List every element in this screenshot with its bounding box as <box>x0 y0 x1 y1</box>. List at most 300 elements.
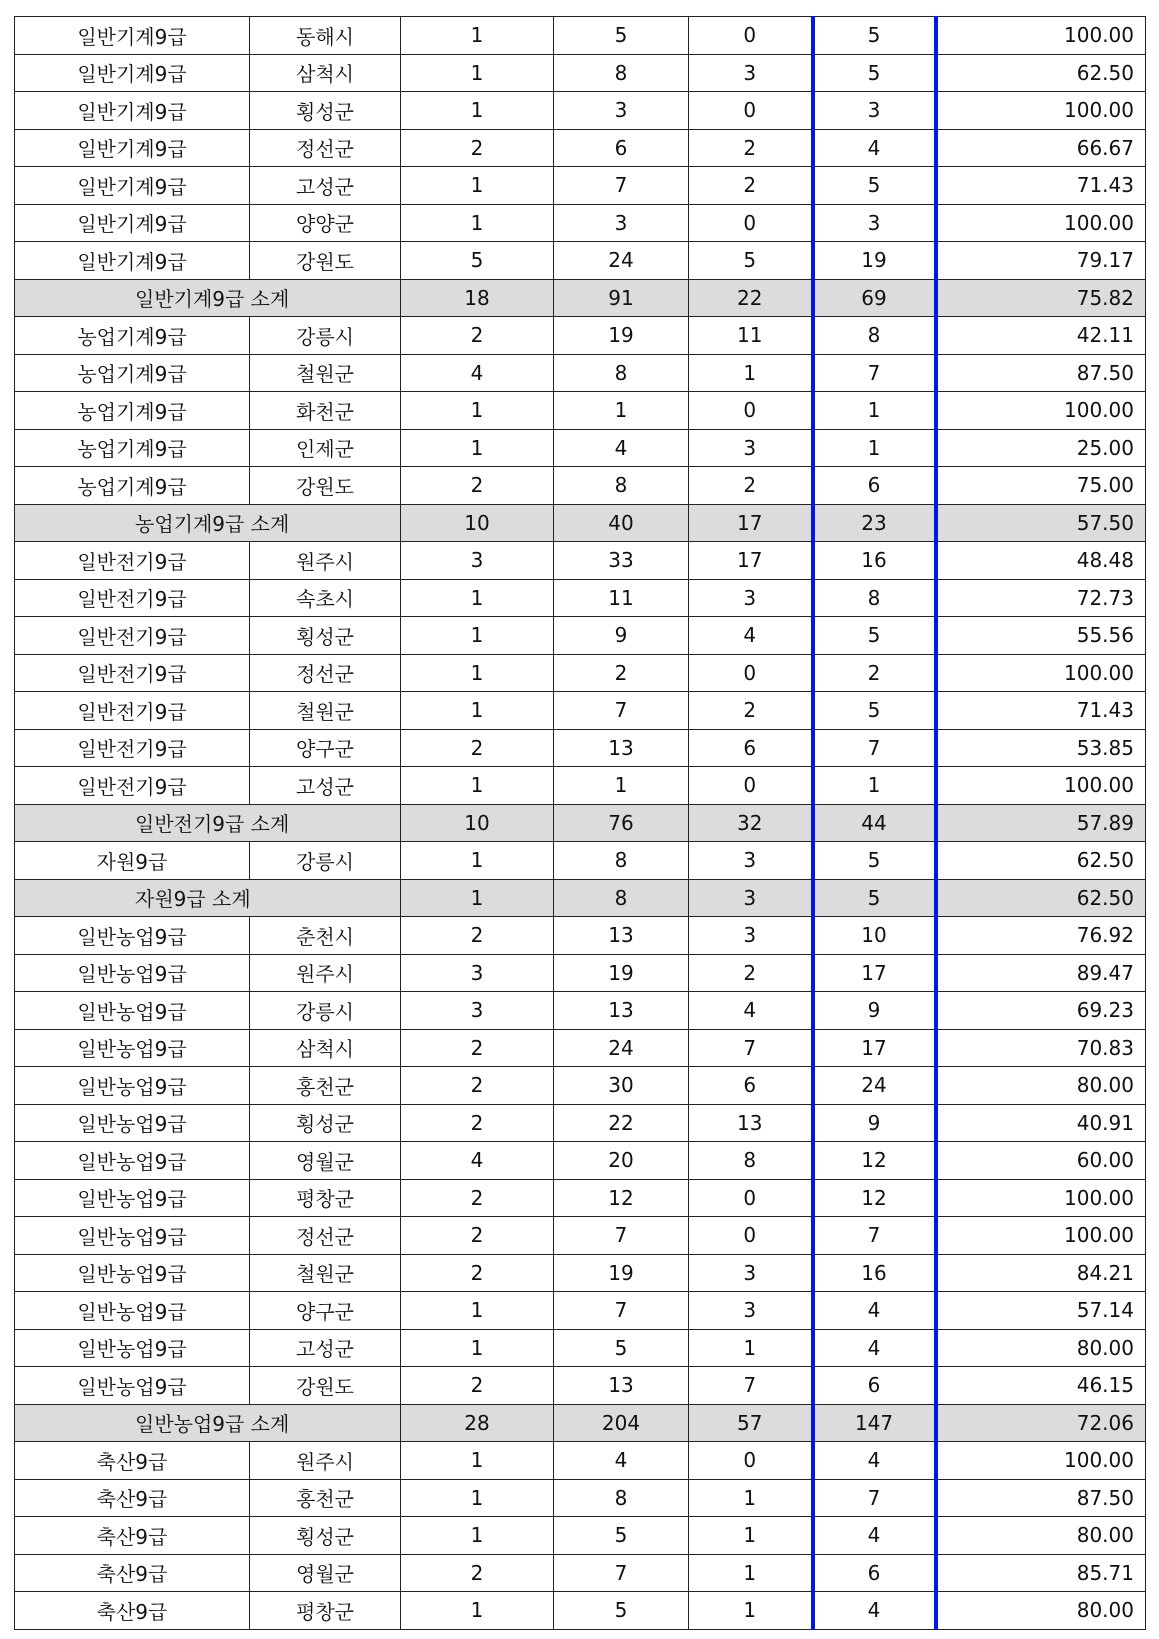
rate-cell: 75.82 <box>936 279 1146 317</box>
region-cell: 강릉시 <box>250 842 401 880</box>
rate-cell: 100.00 <box>936 392 1146 430</box>
rate-cell: 80.00 <box>936 1067 1146 1105</box>
value-cell-1: 1 <box>401 167 554 205</box>
value-cell-2: 40 <box>554 504 689 542</box>
value-cell-3: 2 <box>689 467 813 505</box>
value-cell-4: 16 <box>813 542 936 580</box>
rate-cell: 100.00 <box>936 1217 1146 1255</box>
value-cell-2: 19 <box>554 1254 689 1292</box>
value-cell-3: 6 <box>689 729 813 767</box>
value-cell-3: 1 <box>689 1554 813 1592</box>
job-category-cell: 농업기계9급 <box>15 317 250 355</box>
value-cell-1: 1 <box>401 692 554 730</box>
region-cell: 강원도 <box>250 467 401 505</box>
rate-cell: 57.89 <box>936 804 1146 842</box>
table-row <box>15 1067 1146 1105</box>
job-category-cell: 축산9급 <box>15 1442 250 1480</box>
region-cell: 철원군 <box>250 354 401 392</box>
table-row <box>15 1592 1146 1630</box>
rate-cell: 57.14 <box>936 1292 1146 1330</box>
value-cell-4: 17 <box>813 954 936 992</box>
region-cell: 정선군 <box>250 654 401 692</box>
value-cell-4: 6 <box>813 1554 936 1592</box>
value-cell-2: 1 <box>554 767 689 805</box>
rate-cell: 100.00 <box>936 767 1146 805</box>
rate-cell: 62.50 <box>936 842 1146 880</box>
subtotal-label: 일반전기9급 소계 <box>15 804 401 842</box>
value-cell-3: 0 <box>689 92 813 130</box>
value-cell-1: 1 <box>401 1292 554 1330</box>
table-row <box>15 1554 1146 1592</box>
subtotal-label: 자원9급 소계 <box>15 879 401 917</box>
rate-cell: 75.00 <box>936 467 1146 505</box>
job-category-cell: 일반농업9급 <box>15 1292 250 1330</box>
region-cell: 강원도 <box>250 1367 401 1405</box>
value-cell-2: 33 <box>554 542 689 580</box>
value-cell-3: 4 <box>689 992 813 1030</box>
value-cell-1: 2 <box>401 917 554 955</box>
value-cell-2: 2 <box>554 654 689 692</box>
value-cell-2: 7 <box>554 692 689 730</box>
value-cell-2: 5 <box>554 17 689 55</box>
table-row <box>15 167 1146 205</box>
value-cell-3: 0 <box>689 392 813 430</box>
value-cell-4: 24 <box>813 1067 936 1105</box>
value-cell-1: 1 <box>401 204 554 242</box>
value-cell-4: 1 <box>813 392 936 430</box>
table-row <box>15 129 1146 167</box>
region-cell: 홍천군 <box>250 1479 401 1517</box>
value-cell-3: 22 <box>689 279 813 317</box>
value-cell-4: 7 <box>813 1479 936 1517</box>
rate-cell: 80.00 <box>936 1329 1146 1367</box>
value-cell-1: 1 <box>401 429 554 467</box>
value-cell-1: 1 <box>401 654 554 692</box>
region-cell: 횡성군 <box>250 617 401 655</box>
job-category-cell: 일반전기9급 <box>15 692 250 730</box>
value-cell-2: 5 <box>554 1517 689 1555</box>
region-cell: 고성군 <box>250 1329 401 1367</box>
job-category-cell: 일반기계9급 <box>15 54 250 92</box>
value-cell-4: 19 <box>813 242 936 280</box>
region-cell: 횡성군 <box>250 1517 401 1555</box>
value-cell-4: 7 <box>813 729 936 767</box>
table-row <box>15 429 1146 467</box>
rate-cell: 100.00 <box>936 654 1146 692</box>
region-cell: 고성군 <box>250 167 401 205</box>
subtotal-row <box>15 504 1146 542</box>
job-category-cell: 일반전기9급 <box>15 579 250 617</box>
value-cell-2: 8 <box>554 1479 689 1517</box>
value-cell-2: 13 <box>554 1367 689 1405</box>
value-cell-2: 8 <box>554 879 689 917</box>
job-category-cell: 일반전기9급 <box>15 617 250 655</box>
value-cell-1: 1 <box>401 54 554 92</box>
value-cell-2: 19 <box>554 317 689 355</box>
value-cell-1: 1 <box>401 1442 554 1480</box>
region-cell: 속초시 <box>250 579 401 617</box>
job-category-cell: 일반농업9급 <box>15 1067 250 1105</box>
subtotal-label: 일반기계9급 소계 <box>15 279 401 317</box>
rate-cell: 69.23 <box>936 992 1146 1030</box>
region-cell: 고성군 <box>250 767 401 805</box>
value-cell-4: 6 <box>813 467 936 505</box>
value-cell-1: 1 <box>401 1329 554 1367</box>
value-cell-1: 1 <box>401 579 554 617</box>
value-cell-1: 2 <box>401 1217 554 1255</box>
rate-cell: 66.67 <box>936 129 1146 167</box>
value-cell-2: 7 <box>554 1292 689 1330</box>
value-cell-4: 1 <box>813 429 936 467</box>
value-cell-3: 3 <box>689 429 813 467</box>
table-row <box>15 1142 1146 1180</box>
rate-cell: 87.50 <box>936 1479 1146 1517</box>
value-cell-1: 1 <box>401 1517 554 1555</box>
value-cell-4: 5 <box>813 54 936 92</box>
value-cell-3: 0 <box>689 17 813 55</box>
value-cell-4: 9 <box>813 1104 936 1142</box>
region-cell: 춘천시 <box>250 917 401 955</box>
table-body <box>15 17 1146 1630</box>
value-cell-1: 10 <box>401 804 554 842</box>
rate-cell: 62.50 <box>936 54 1146 92</box>
value-cell-2: 7 <box>554 1217 689 1255</box>
value-cell-4: 4 <box>813 1592 936 1630</box>
table-row <box>15 92 1146 130</box>
value-cell-3: 2 <box>689 129 813 167</box>
rate-cell: 100.00 <box>936 204 1146 242</box>
value-cell-3: 1 <box>689 354 813 392</box>
value-cell-1: 1 <box>401 1479 554 1517</box>
region-cell: 삼척시 <box>250 1029 401 1067</box>
value-cell-2: 1 <box>554 392 689 430</box>
rate-cell: 25.00 <box>936 429 1146 467</box>
job-category-cell: 일반농업9급 <box>15 1104 250 1142</box>
table-row <box>15 542 1146 580</box>
job-category-cell: 일반농업9급 <box>15 1329 250 1367</box>
rate-cell: 76.92 <box>936 917 1146 955</box>
region-cell: 화천군 <box>250 392 401 430</box>
table-row <box>15 692 1146 730</box>
rate-cell: 71.43 <box>936 167 1146 205</box>
region-cell: 평창군 <box>250 1179 401 1217</box>
value-cell-3: 13 <box>689 1104 813 1142</box>
value-cell-2: 8 <box>554 842 689 880</box>
table-row <box>15 204 1146 242</box>
job-category-cell: 일반농업9급 <box>15 992 250 1030</box>
value-cell-1: 3 <box>401 542 554 580</box>
table-row <box>15 54 1146 92</box>
table-row <box>15 1029 1146 1067</box>
rate-cell: 72.73 <box>936 579 1146 617</box>
value-cell-4: 5 <box>813 692 936 730</box>
value-cell-1: 4 <box>401 1142 554 1180</box>
value-cell-4: 9 <box>813 992 936 1030</box>
job-category-cell: 농업기계9급 <box>15 354 250 392</box>
value-cell-4: 10 <box>813 917 936 955</box>
value-cell-2: 8 <box>554 354 689 392</box>
value-cell-2: 12 <box>554 1179 689 1217</box>
region-cell: 강릉시 <box>250 992 401 1030</box>
value-cell-2: 22 <box>554 1104 689 1142</box>
value-cell-4: 4 <box>813 1292 936 1330</box>
value-cell-1: 1 <box>401 392 554 430</box>
value-cell-1: 2 <box>401 1179 554 1217</box>
region-cell: 인제군 <box>250 429 401 467</box>
table-row <box>15 1217 1146 1255</box>
value-cell-4: 4 <box>813 1329 936 1367</box>
job-category-cell: 일반기계9급 <box>15 242 250 280</box>
table-row <box>15 842 1146 880</box>
value-cell-4: 7 <box>813 1217 936 1255</box>
value-cell-2: 5 <box>554 1329 689 1367</box>
value-cell-4: 2 <box>813 654 936 692</box>
value-cell-3: 2 <box>689 692 813 730</box>
value-cell-3: 3 <box>689 54 813 92</box>
value-cell-4: 4 <box>813 1442 936 1480</box>
value-cell-3: 3 <box>689 842 813 880</box>
value-cell-1: 1 <box>401 617 554 655</box>
value-cell-3: 0 <box>689 1217 813 1255</box>
value-cell-1: 2 <box>401 1254 554 1292</box>
value-cell-3: 6 <box>689 1067 813 1105</box>
value-cell-3: 32 <box>689 804 813 842</box>
value-cell-3: 7 <box>689 1029 813 1067</box>
value-cell-3: 8 <box>689 1142 813 1180</box>
job-category-cell: 일반농업9급 <box>15 954 250 992</box>
value-cell-4: 3 <box>813 204 936 242</box>
value-cell-2: 7 <box>554 1554 689 1592</box>
rate-cell: 87.50 <box>936 354 1146 392</box>
value-cell-1: 1 <box>401 842 554 880</box>
value-cell-2: 13 <box>554 992 689 1030</box>
value-cell-3: 0 <box>689 204 813 242</box>
region-cell: 홍천군 <box>250 1067 401 1105</box>
value-cell-1: 1 <box>401 17 554 55</box>
value-cell-3: 0 <box>689 1442 813 1480</box>
table-row <box>15 654 1146 692</box>
value-cell-2: 30 <box>554 1067 689 1105</box>
value-cell-2: 24 <box>554 1029 689 1067</box>
value-cell-2: 3 <box>554 204 689 242</box>
value-cell-1: 2 <box>401 1067 554 1105</box>
value-cell-3: 17 <box>689 542 813 580</box>
table-row <box>15 1442 1146 1480</box>
value-cell-2: 13 <box>554 917 689 955</box>
value-cell-3: 2 <box>689 954 813 992</box>
rate-cell: 46.15 <box>936 1367 1146 1405</box>
rate-cell: 100.00 <box>936 1179 1146 1217</box>
value-cell-2: 7 <box>554 167 689 205</box>
subtotal-row <box>15 279 1146 317</box>
value-cell-2: 4 <box>554 1442 689 1480</box>
value-cell-2: 5 <box>554 1592 689 1630</box>
value-cell-2: 13 <box>554 729 689 767</box>
job-category-cell: 일반기계9급 <box>15 204 250 242</box>
table-row <box>15 317 1146 355</box>
table-row <box>15 17 1146 55</box>
rate-cell: 100.00 <box>936 92 1146 130</box>
job-category-cell: 일반농업9급 <box>15 1254 250 1292</box>
value-cell-1: 2 <box>401 1104 554 1142</box>
value-cell-3: 4 <box>689 617 813 655</box>
table-row <box>15 729 1146 767</box>
value-cell-4: 12 <box>813 1142 936 1180</box>
table-row <box>15 954 1146 992</box>
table-row <box>15 617 1146 655</box>
job-category-cell: 축산9급 <box>15 1517 250 1555</box>
region-cell: 동해시 <box>250 17 401 55</box>
rate-cell: 60.00 <box>936 1142 1146 1180</box>
value-cell-3: 7 <box>689 1367 813 1405</box>
rate-cell: 80.00 <box>936 1592 1146 1630</box>
job-category-cell: 일반농업9급 <box>15 1142 250 1180</box>
value-cell-4: 3 <box>813 92 936 130</box>
value-cell-3: 11 <box>689 317 813 355</box>
region-cell: 원주시 <box>250 1442 401 1480</box>
rate-cell: 85.71 <box>936 1554 1146 1592</box>
value-cell-4: 1 <box>813 767 936 805</box>
value-cell-1: 1 <box>401 879 554 917</box>
region-cell: 원주시 <box>250 542 401 580</box>
rate-cell: 89.47 <box>936 954 1146 992</box>
rate-cell: 72.06 <box>936 1404 1146 1442</box>
job-category-cell: 자원9급 <box>15 842 250 880</box>
rate-cell: 40.91 <box>936 1104 1146 1142</box>
region-cell: 철원군 <box>250 692 401 730</box>
value-cell-1: 18 <box>401 279 554 317</box>
value-cell-1: 2 <box>401 129 554 167</box>
rate-cell: 100.00 <box>936 17 1146 55</box>
table-row <box>15 917 1146 955</box>
job-category-cell: 축산9급 <box>15 1479 250 1517</box>
value-cell-1: 10 <box>401 504 554 542</box>
value-cell-2: 24 <box>554 242 689 280</box>
region-cell: 영월군 <box>250 1142 401 1180</box>
value-cell-3: 5 <box>689 242 813 280</box>
value-cell-1: 5 <box>401 242 554 280</box>
rate-cell: 55.56 <box>936 617 1146 655</box>
value-cell-1: 4 <box>401 354 554 392</box>
job-category-cell: 일반농업9급 <box>15 1367 250 1405</box>
rate-cell: 48.48 <box>936 542 1146 580</box>
value-cell-3: 0 <box>689 654 813 692</box>
table-row <box>15 579 1146 617</box>
value-cell-4: 4 <box>813 1517 936 1555</box>
value-cell-2: 9 <box>554 617 689 655</box>
value-cell-3: 1 <box>689 1479 813 1517</box>
value-cell-3: 17 <box>689 504 813 542</box>
job-category-cell: 일반농업9급 <box>15 1029 250 1067</box>
rate-cell: 70.83 <box>936 1029 1146 1067</box>
value-cell-1: 3 <box>401 992 554 1030</box>
job-category-cell: 일반기계9급 <box>15 129 250 167</box>
value-cell-3: 1 <box>689 1592 813 1630</box>
value-cell-2: 11 <box>554 579 689 617</box>
statistics-table <box>14 16 1146 1630</box>
value-cell-3: 2 <box>689 167 813 205</box>
rate-cell: 53.85 <box>936 729 1146 767</box>
table-row <box>15 1329 1146 1367</box>
value-cell-1: 2 <box>401 1554 554 1592</box>
region-cell: 강릉시 <box>250 317 401 355</box>
job-category-cell: 축산9급 <box>15 1592 250 1630</box>
region-cell: 삼척시 <box>250 54 401 92</box>
job-category-cell: 일반기계9급 <box>15 167 250 205</box>
region-cell: 강원도 <box>250 242 401 280</box>
subtotal-label: 일반농업9급 소계 <box>15 1404 401 1442</box>
job-category-cell: 일반전기9급 <box>15 767 250 805</box>
value-cell-4: 8 <box>813 317 936 355</box>
job-category-cell: 일반전기9급 <box>15 542 250 580</box>
job-category-cell: 일반전기9급 <box>15 654 250 692</box>
value-cell-1: 2 <box>401 1029 554 1067</box>
value-cell-4: 5 <box>813 842 936 880</box>
value-cell-4: 4 <box>813 129 936 167</box>
subtotal-row <box>15 804 1146 842</box>
value-cell-1: 28 <box>401 1404 554 1442</box>
rate-cell: 71.43 <box>936 692 1146 730</box>
value-cell-4: 17 <box>813 1029 936 1067</box>
job-category-cell: 일반기계9급 <box>15 92 250 130</box>
value-cell-4: 23 <box>813 504 936 542</box>
region-cell: 원주시 <box>250 954 401 992</box>
value-cell-3: 57 <box>689 1404 813 1442</box>
value-cell-4: 5 <box>813 17 936 55</box>
value-cell-1: 1 <box>401 767 554 805</box>
table-row <box>15 1179 1146 1217</box>
region-cell: 횡성군 <box>250 1104 401 1142</box>
value-cell-1: 3 <box>401 954 554 992</box>
value-cell-2: 6 <box>554 129 689 167</box>
table-row <box>15 467 1146 505</box>
value-cell-2: 91 <box>554 279 689 317</box>
rate-cell: 84.21 <box>936 1254 1146 1292</box>
job-category-cell: 일반농업9급 <box>15 917 250 955</box>
value-cell-4: 7 <box>813 354 936 392</box>
table-row <box>15 392 1146 430</box>
value-cell-3: 1 <box>689 1329 813 1367</box>
value-cell-4: 6 <box>813 1367 936 1405</box>
region-cell: 정선군 <box>250 129 401 167</box>
job-category-cell: 일반농업9급 <box>15 1217 250 1255</box>
value-cell-2: 8 <box>554 467 689 505</box>
rate-cell: 80.00 <box>936 1517 1146 1555</box>
job-category-cell: 일반기계9급 <box>15 17 250 55</box>
region-cell: 영월군 <box>250 1554 401 1592</box>
region-cell: 양양군 <box>250 204 401 242</box>
job-category-cell: 농업기계9급 <box>15 429 250 467</box>
table-row <box>15 242 1146 280</box>
table-row <box>15 1479 1146 1517</box>
value-cell-3: 0 <box>689 767 813 805</box>
value-cell-4: 12 <box>813 1179 936 1217</box>
table-row <box>15 767 1146 805</box>
value-cell-3: 3 <box>689 879 813 917</box>
value-cell-3: 3 <box>689 1292 813 1330</box>
table-row <box>15 1367 1146 1405</box>
job-category-cell: 일반농업9급 <box>15 1179 250 1217</box>
value-cell-2: 204 <box>554 1404 689 1442</box>
value-cell-4: 5 <box>813 879 936 917</box>
value-cell-3: 1 <box>689 1517 813 1555</box>
value-cell-4: 44 <box>813 804 936 842</box>
job-category-cell: 농업기계9급 <box>15 467 250 505</box>
region-cell: 정선군 <box>250 1217 401 1255</box>
rate-cell: 57.50 <box>936 504 1146 542</box>
rate-cell: 42.11 <box>936 317 1146 355</box>
value-cell-4: 5 <box>813 617 936 655</box>
